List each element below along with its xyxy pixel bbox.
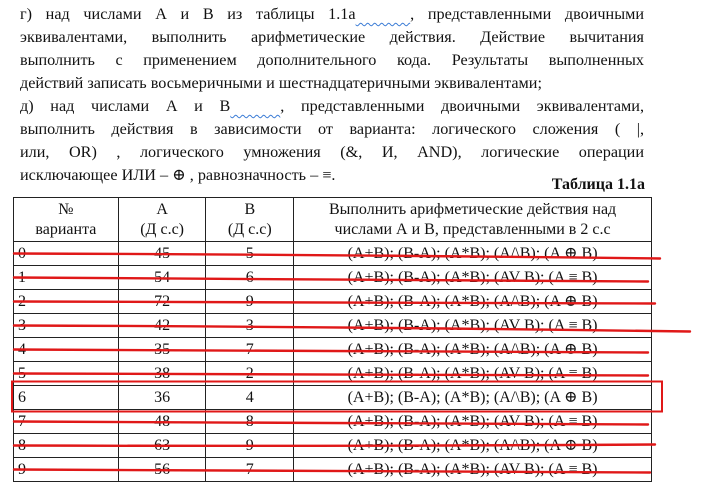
- a-value-cell: 48: [118, 410, 206, 434]
- table-row: [14, 386, 652, 410]
- operations-cell: (A+B); (B-A); (A*B); (AV B); (A ≡ B): [294, 458, 652, 482]
- b-value-cell: 4: [206, 386, 294, 410]
- table-header-row: [14, 198, 652, 242]
- variant-cell: 2: [14, 290, 119, 314]
- a-value-cell: 72: [118, 290, 206, 314]
- table-body: [14, 242, 652, 482]
- header-a: [118, 198, 206, 242]
- variant-cell: 6: [14, 386, 119, 410]
- operations-cell: (A+B); (B-A); (A*B); (AV B); (A ≡ B): [294, 266, 652, 290]
- variant-cell: 8: [14, 434, 119, 458]
- variant-cell: 0: [14, 242, 119, 266]
- paragraph-line: действий записать восьмеричными и шестнадцатеричными эквивалентами;: [20, 74, 542, 92]
- variants-table: [13, 197, 652, 482]
- table-row: [14, 242, 652, 266]
- table-caption: Таблица 1.1а: [551, 176, 645, 193]
- b-value-cell: 7: [206, 338, 294, 362]
- variant-cell: 9: [14, 458, 119, 482]
- table-row: [14, 362, 652, 386]
- paragraph-line: или, OR) , логического умножения (&, И, AND), логические операции: [20, 143, 644, 161]
- header-b: [206, 198, 294, 242]
- spell-squiggle: [230, 97, 280, 115]
- b-value-cell: 6: [206, 266, 294, 290]
- b-value-cell: 9: [206, 290, 294, 314]
- operations-cell: (A+B); (B-A); (A*B); (A/\B); (A ⊕ B): [294, 386, 652, 410]
- table-row: [14, 290, 652, 314]
- operations-cell: (A+B); (B-A); (A*B); (AV B); (A ≡ B): [294, 362, 652, 386]
- paragraph-g: [20, 3, 644, 95]
- header-operations: [294, 198, 652, 242]
- paragraph-line: эквивалентами, выполнить арифметические действия. Действие вычитания: [20, 28, 644, 46]
- operations-cell: (A+B); (B-A); (A*B); (A/\B); (A ⊕ B): [294, 242, 652, 266]
- a-value-cell: 35: [118, 338, 206, 362]
- b-value-cell: 2: [206, 362, 294, 386]
- header-text: (Д с.с): [227, 220, 272, 238]
- a-value-cell: 45: [118, 242, 206, 266]
- header-text: А: [156, 200, 168, 218]
- paragraph-line: исключающее ИЛИ – ⊕ , равнозначность – ≡.: [20, 166, 336, 184]
- a-value-cell: 36: [118, 386, 206, 410]
- a-value-cell: 63: [118, 434, 206, 458]
- table-row: [14, 434, 652, 458]
- a-value-cell: 38: [118, 362, 206, 386]
- header-text: №: [58, 200, 74, 218]
- b-value-cell: 5: [206, 242, 294, 266]
- variant-cell: 5: [14, 362, 119, 386]
- a-value-cell: 42: [118, 314, 206, 338]
- operations-cell: (A+B); (B-A); (A*B); (AV B); (A ≡ B): [294, 314, 652, 338]
- paragraph-line: д) над числами А и В , представленными двоичными эквивалентами,: [20, 97, 645, 115]
- variant-cell: 4: [14, 338, 119, 362]
- operations-cell: (A+B); (B-A); (A*B); (A/\B); (A ⊕ B): [294, 290, 652, 314]
- b-value-cell: 8: [206, 410, 294, 434]
- table-row: [14, 314, 652, 338]
- b-value-cell: 7: [206, 458, 294, 482]
- header-text: В: [244, 200, 256, 218]
- a-value-cell: 56: [118, 458, 206, 482]
- spell-squiggle: [356, 5, 411, 23]
- header-text: варианта: [35, 220, 97, 238]
- variant-cell: 1: [14, 266, 119, 290]
- variant-cell: 3: [14, 314, 119, 338]
- header-variant: [14, 198, 119, 242]
- table-row: [14, 410, 652, 434]
- header-text: (Д с.с): [140, 220, 184, 238]
- b-value-cell: 3: [206, 314, 294, 338]
- table-row: [14, 458, 652, 482]
- b-value-cell: 9: [206, 434, 294, 458]
- header-text: Выполнить арифметические действия над: [328, 200, 617, 218]
- paragraph-line: выполнить с применением дополнительного кода. Результаты выполненных: [20, 51, 644, 69]
- operations-cell: (A+B); (B-A); (A*B); (A/\B); (A ⊕ B): [294, 434, 652, 458]
- table-row: [14, 266, 652, 290]
- paragraph-d: [20, 95, 644, 187]
- operations-cell: (A+B); (B-A); (A*B); (A/\B); (A ⊕ B): [294, 338, 652, 362]
- table-row: [14, 338, 652, 362]
- operations-cell: (A+B); (B-A); (A*B); (AV B); (A ≡ B): [294, 410, 652, 434]
- a-value-cell: 54: [118, 266, 206, 290]
- paragraph-line: г) над числами А и В из таблицы 1.1а , представленными двоичными: [20, 5, 644, 23]
- variant-cell: 7: [14, 410, 119, 434]
- header-text: числами А и В, представленными в 2 с.с: [334, 220, 611, 238]
- paragraph-line: выполнить действия в зависимости от варианта: логического сложения ( |,: [20, 120, 644, 138]
